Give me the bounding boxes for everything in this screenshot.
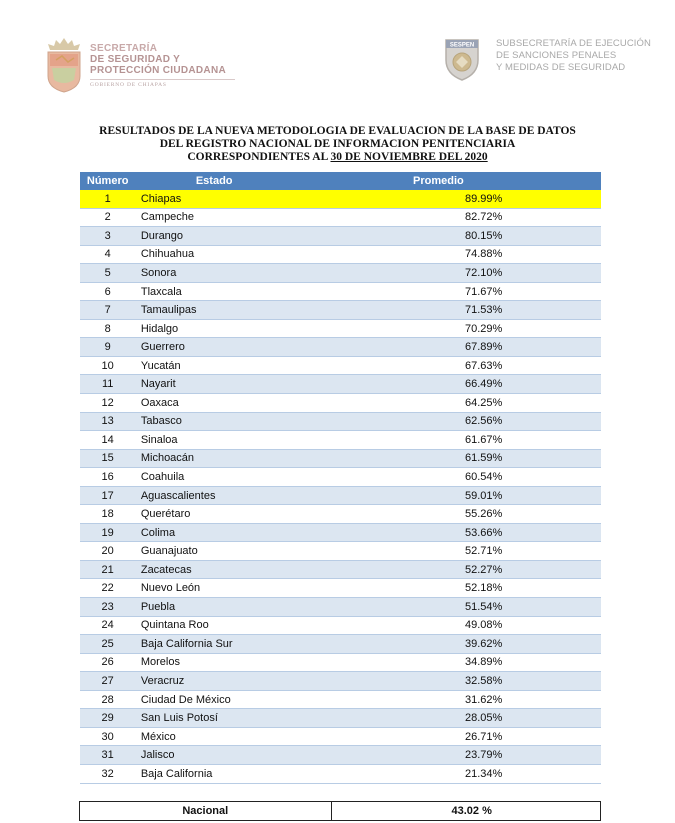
row-promedio: 66.49% <box>331 375 600 394</box>
row-numero: 14 <box>80 431 136 450</box>
row-numero: 5 <box>80 264 136 283</box>
table-row <box>80 598 601 617</box>
sespen-badge-icon <box>438 34 486 82</box>
table-row <box>80 375 601 394</box>
row-promedio: 70.29% <box>331 319 600 338</box>
row-estado: Chihuahua <box>136 245 331 264</box>
right-header-line3: Y MEDIDAS DE SEGURIDAD <box>496 62 626 73</box>
left-header-line2: DE SEGURIDAD Y <box>90 54 181 65</box>
row-numero: 20 <box>80 542 136 561</box>
left-header-line1: SECRETARÍA <box>90 43 158 54</box>
row-estado: Ciudad De México <box>136 690 331 709</box>
row-estado: Yucatán <box>136 356 331 375</box>
row-estado: Michoacán <box>136 449 331 468</box>
table-row <box>80 560 601 579</box>
table-row <box>80 579 601 598</box>
row-numero: 11 <box>80 375 136 394</box>
row-promedio: 39.62% <box>331 635 600 654</box>
row-numero: 15 <box>80 449 136 468</box>
row-promedio: 61.67% <box>331 431 600 450</box>
row-numero: 1 <box>80 190 136 208</box>
table-body <box>80 190 601 783</box>
row-numero: 2 <box>80 208 136 227</box>
total-row <box>80 802 601 821</box>
title-date: 30 DE NOVIEMBRE DEL 2020 <box>330 151 488 163</box>
row-estado: México <box>136 727 331 746</box>
row-numero: 16 <box>80 468 136 487</box>
row-estado: Durango <box>136 227 331 246</box>
row-numero: 12 <box>80 394 136 413</box>
document-title <box>0 125 675 164</box>
divider <box>90 79 235 80</box>
right-header-line1: SUBSECRETARÍA DE EJECUCIÓN <box>496 38 651 49</box>
table-row <box>80 746 601 765</box>
table-row <box>80 635 601 654</box>
row-estado: Chiapas <box>136 190 331 208</box>
table-row <box>80 727 601 746</box>
row-promedio: 53.66% <box>331 523 600 542</box>
row-numero: 31 <box>80 746 136 765</box>
title-line3 <box>0 151 675 164</box>
row-promedio: 62.56% <box>331 412 600 431</box>
row-estado: San Luis Potosí <box>136 709 331 728</box>
row-estado: Guanajuato <box>136 542 331 561</box>
badge-text: SESPEN <box>449 42 475 49</box>
table-row <box>80 431 601 450</box>
row-promedio: 52.27% <box>331 560 600 579</box>
row-numero: 10 <box>80 356 136 375</box>
row-numero: 17 <box>80 486 136 505</box>
table-row <box>80 208 601 227</box>
row-numero: 8 <box>80 319 136 338</box>
row-estado: Oaxaca <box>136 394 331 413</box>
row-promedio: 49.08% <box>331 616 600 635</box>
row-numero: 22 <box>80 579 136 598</box>
row-promedio: 34.89% <box>331 653 600 672</box>
row-promedio: 64.25% <box>331 394 600 413</box>
row-promedio: 71.53% <box>331 301 600 320</box>
row-estado: Coahuila <box>136 468 331 487</box>
row-numero: 27 <box>80 672 136 691</box>
row-numero: 9 <box>80 338 136 357</box>
row-estado: Tamaulipas <box>136 301 331 320</box>
table-row <box>80 301 601 320</box>
row-promedio: 28.05% <box>331 709 600 728</box>
row-estado: Veracruz <box>136 672 331 691</box>
table-row <box>80 449 601 468</box>
row-promedio: 23.79% <box>331 746 600 765</box>
row-promedio: 51.54% <box>331 598 600 617</box>
row-estado: Hidalgo <box>136 319 331 338</box>
header-numero: Número <box>80 172 136 190</box>
row-promedio: 52.18% <box>331 579 600 598</box>
row-numero: 13 <box>80 412 136 431</box>
table-row <box>80 764 601 783</box>
row-estado: Sonora <box>136 264 331 283</box>
row-promedio: 82.72% <box>331 208 600 227</box>
table-row <box>80 356 601 375</box>
row-numero: 4 <box>80 245 136 264</box>
row-numero: 26 <box>80 653 136 672</box>
row-estado: Sinaloa <box>136 431 331 450</box>
row-numero: 25 <box>80 635 136 654</box>
row-promedio: 26.71% <box>331 727 600 746</box>
row-numero: 7 <box>80 301 136 320</box>
table-row <box>80 245 601 264</box>
table-row <box>80 264 601 283</box>
row-estado: Tlaxcala <box>136 282 331 301</box>
row-promedio: 32.58% <box>331 672 600 691</box>
row-promedio: 67.63% <box>331 356 600 375</box>
table-row <box>80 709 601 728</box>
row-promedio: 89.99% <box>331 190 600 208</box>
row-promedio: 80.15% <box>331 227 600 246</box>
row-estado: Morelos <box>136 653 331 672</box>
title-line1: RESULTADOS DE LA NUEVA METODOLOGIA DE EVALUACION DE LA BASE DE DATOS <box>99 125 576 137</box>
row-estado: Puebla <box>136 598 331 617</box>
row-promedio: 67.89% <box>331 338 600 357</box>
row-numero: 29 <box>80 709 136 728</box>
row-promedio: 74.88% <box>331 245 600 264</box>
row-promedio: 60.54% <box>331 468 600 487</box>
table-row <box>80 394 601 413</box>
table-row <box>80 505 601 524</box>
secretaria-logo <box>44 36 235 94</box>
row-promedio: 21.34% <box>331 764 600 783</box>
table-row <box>80 227 601 246</box>
row-numero: 30 <box>80 727 136 746</box>
row-estado: Nuevo León <box>136 579 331 598</box>
table-row <box>80 690 601 709</box>
table-row <box>80 616 601 635</box>
row-numero: 32 <box>80 764 136 783</box>
row-numero: 28 <box>80 690 136 709</box>
row-estado: Colima <box>136 523 331 542</box>
row-estado: Baja California Sur <box>136 635 331 654</box>
table-row <box>80 672 601 691</box>
table-row <box>80 412 601 431</box>
row-numero: 19 <box>80 523 136 542</box>
table-row <box>80 319 601 338</box>
row-estado: Campeche <box>136 208 331 227</box>
left-header-line3: PROTECCIÓN CIUDADANA <box>90 65 226 76</box>
table-row <box>80 653 601 672</box>
right-header-line2: DE SANCIONES PENALES <box>496 50 617 61</box>
row-estado: Baja California <box>136 764 331 783</box>
table-row <box>80 190 601 208</box>
table-header-row <box>80 172 601 190</box>
total-label: Nacional <box>80 802 332 821</box>
table-row <box>80 523 601 542</box>
row-estado: Guerrero <box>136 338 331 357</box>
row-estado: Tabasco <box>136 412 331 431</box>
table-row <box>80 282 601 301</box>
title-line3-prefix: CORRESPONDIENTES AL <box>187 151 331 163</box>
title-line2: DEL REGISTRO NACIONAL DE INFORMACION PENITENCIARIA <box>159 138 516 150</box>
row-numero: 23 <box>80 598 136 617</box>
row-promedio: 72.10% <box>331 264 600 283</box>
row-promedio: 52.71% <box>331 542 600 561</box>
row-numero: 6 <box>80 282 136 301</box>
header-promedio: Promedio <box>331 172 600 190</box>
header-estado: Estado <box>136 172 331 190</box>
table-row <box>80 338 601 357</box>
subsecretaria-logo <box>438 34 651 82</box>
row-promedio: 31.62% <box>331 690 600 709</box>
results-table <box>79 172 601 821</box>
row-numero: 24 <box>80 616 136 635</box>
row-promedio: 71.67% <box>331 282 600 301</box>
row-numero: 3 <box>80 227 136 246</box>
row-estado: Quintana Roo <box>136 616 331 635</box>
row-estado: Nayarit <box>136 375 331 394</box>
row-estado: Querétaro <box>136 505 331 524</box>
table-row <box>80 468 601 487</box>
row-estado: Jalisco <box>136 746 331 765</box>
table-row <box>80 486 601 505</box>
table-row <box>80 542 601 561</box>
left-header-line4: GOBIERNO DE CHIAPAS <box>90 82 167 88</box>
row-promedio: 61.59% <box>331 449 600 468</box>
chiapas-shield-icon <box>44 36 84 94</box>
row-estado: Zacatecas <box>136 560 331 579</box>
letterhead <box>0 28 675 108</box>
row-promedio: 55.26% <box>331 505 600 524</box>
row-numero: 18 <box>80 505 136 524</box>
total-value: 43.02 % <box>331 802 600 821</box>
row-numero: 21 <box>80 560 136 579</box>
row-estado: Aguascalientes <box>136 486 331 505</box>
row-promedio: 59.01% <box>331 486 600 505</box>
